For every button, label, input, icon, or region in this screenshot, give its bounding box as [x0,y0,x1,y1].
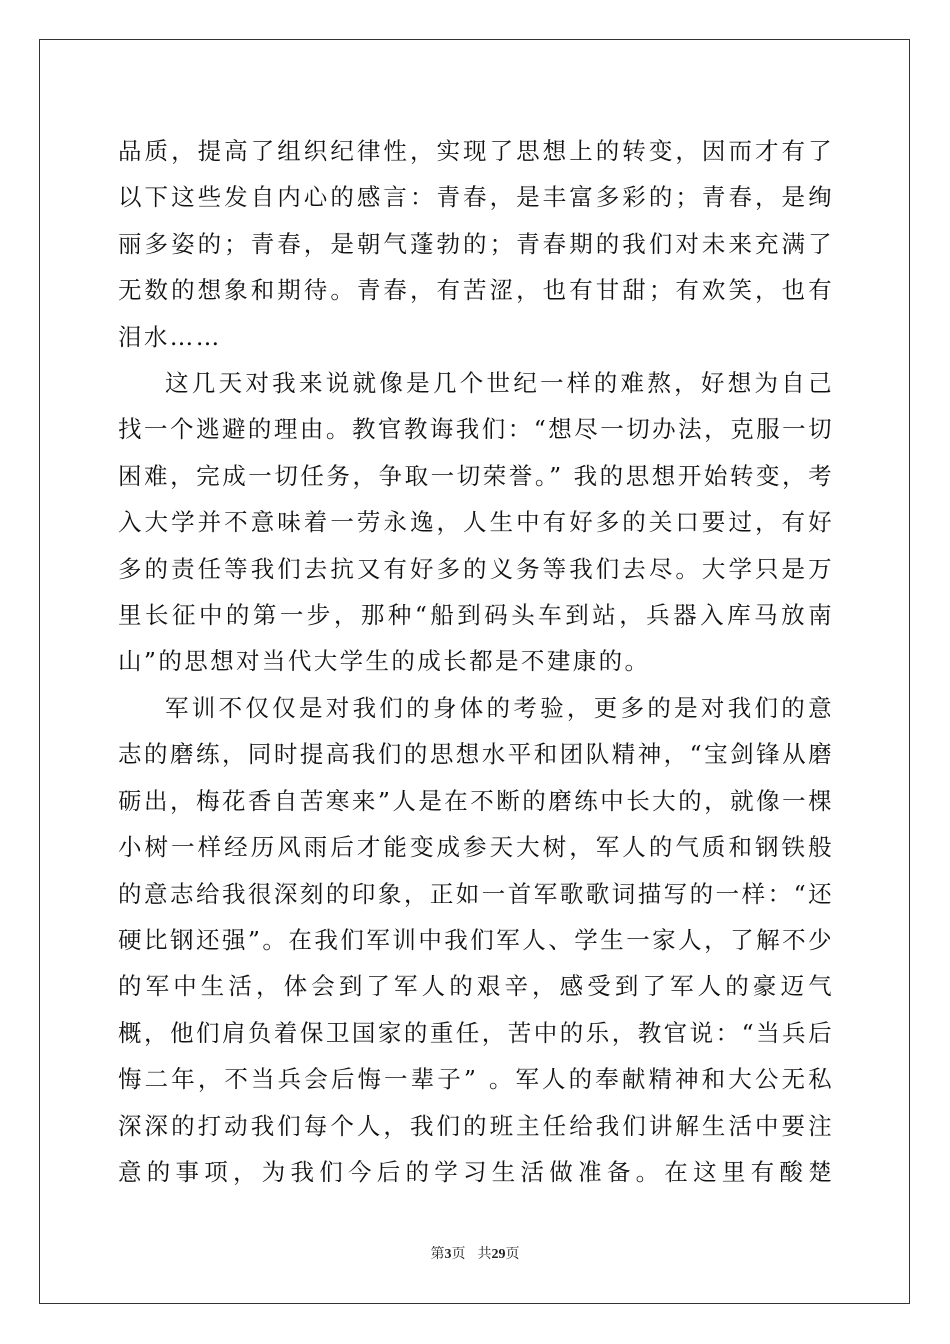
page-footer [0,1244,950,1265]
page-number: 3 [444,1247,452,1262]
total-suffix: 页 [505,1246,520,1262]
document-body [118,128,834,1195]
total-prefix: 共 [477,1246,492,1262]
page-prefix: 第 [430,1246,445,1262]
paragraph-2: 这几天对我来说就像是几个世纪一样的难熬，好想为自己找一个逃避的理由。教官教诲我们：“想尽一切办法，克服一切困难，完成一切任务，争取一切荣誉。” 我的思想开始转变，考入大学并不意味着一劳永逸，人生中有好多的关口要过，有好多的责任等我们去抗又有好多的义务等我们去尽。大学只是万里长征中的第一步，那种“船到码头车到站，兵器入库马放南山”的思想对当代大学生的成长都是不建康的。 [118,369,834,676]
paragraph-1: 品质，提高了组织纪律性，实现了思想上的转变，因而才有了以下这些发自内心的感言：青春，是丰富多彩的；青春，是绚丽多姿的；青春，是朝气蓬勃的；青春期的我们对未来充满了无数的想象和期待。青春，有苦涩，也有甘甜；有欢笑，也有泪水…… [118,137,834,351]
paragraph-3: 军训不仅仅是对我们的身体的考验，更多的是对我们的意志的磨练，同时提高我们的思想水平和团队精神，“宝剑锋从磨砺出，梅花香自苦寒来”人是在不断的磨练中长大的，就像一棵小树一样经历风雨后才能变成参天大树，军人的气质和钢铁般的意志给我很深刻的印象，正如一首军歌歌词描写的一样：“还硬比钢还强”。在我们军训中我们军人、学生一家人，了解不少的军中生活，体会到了军人的艰辛，感受到了军人的豪迈气概，他们肩负着保卫国家的重任，苦中的乐，教官说：“当兵后悔二年，不当兵会后悔一辈子” 。军人的奉献精神和大公无私深深的打动我们每个人，我们的班主任给我们讲解生活中要注意的事项，为我们今后的学习生活做准备。在这里有酸楚 [118,693,834,1186]
page-suffix: 页 [451,1246,466,1262]
total-pages: 29 [491,1247,506,1262]
